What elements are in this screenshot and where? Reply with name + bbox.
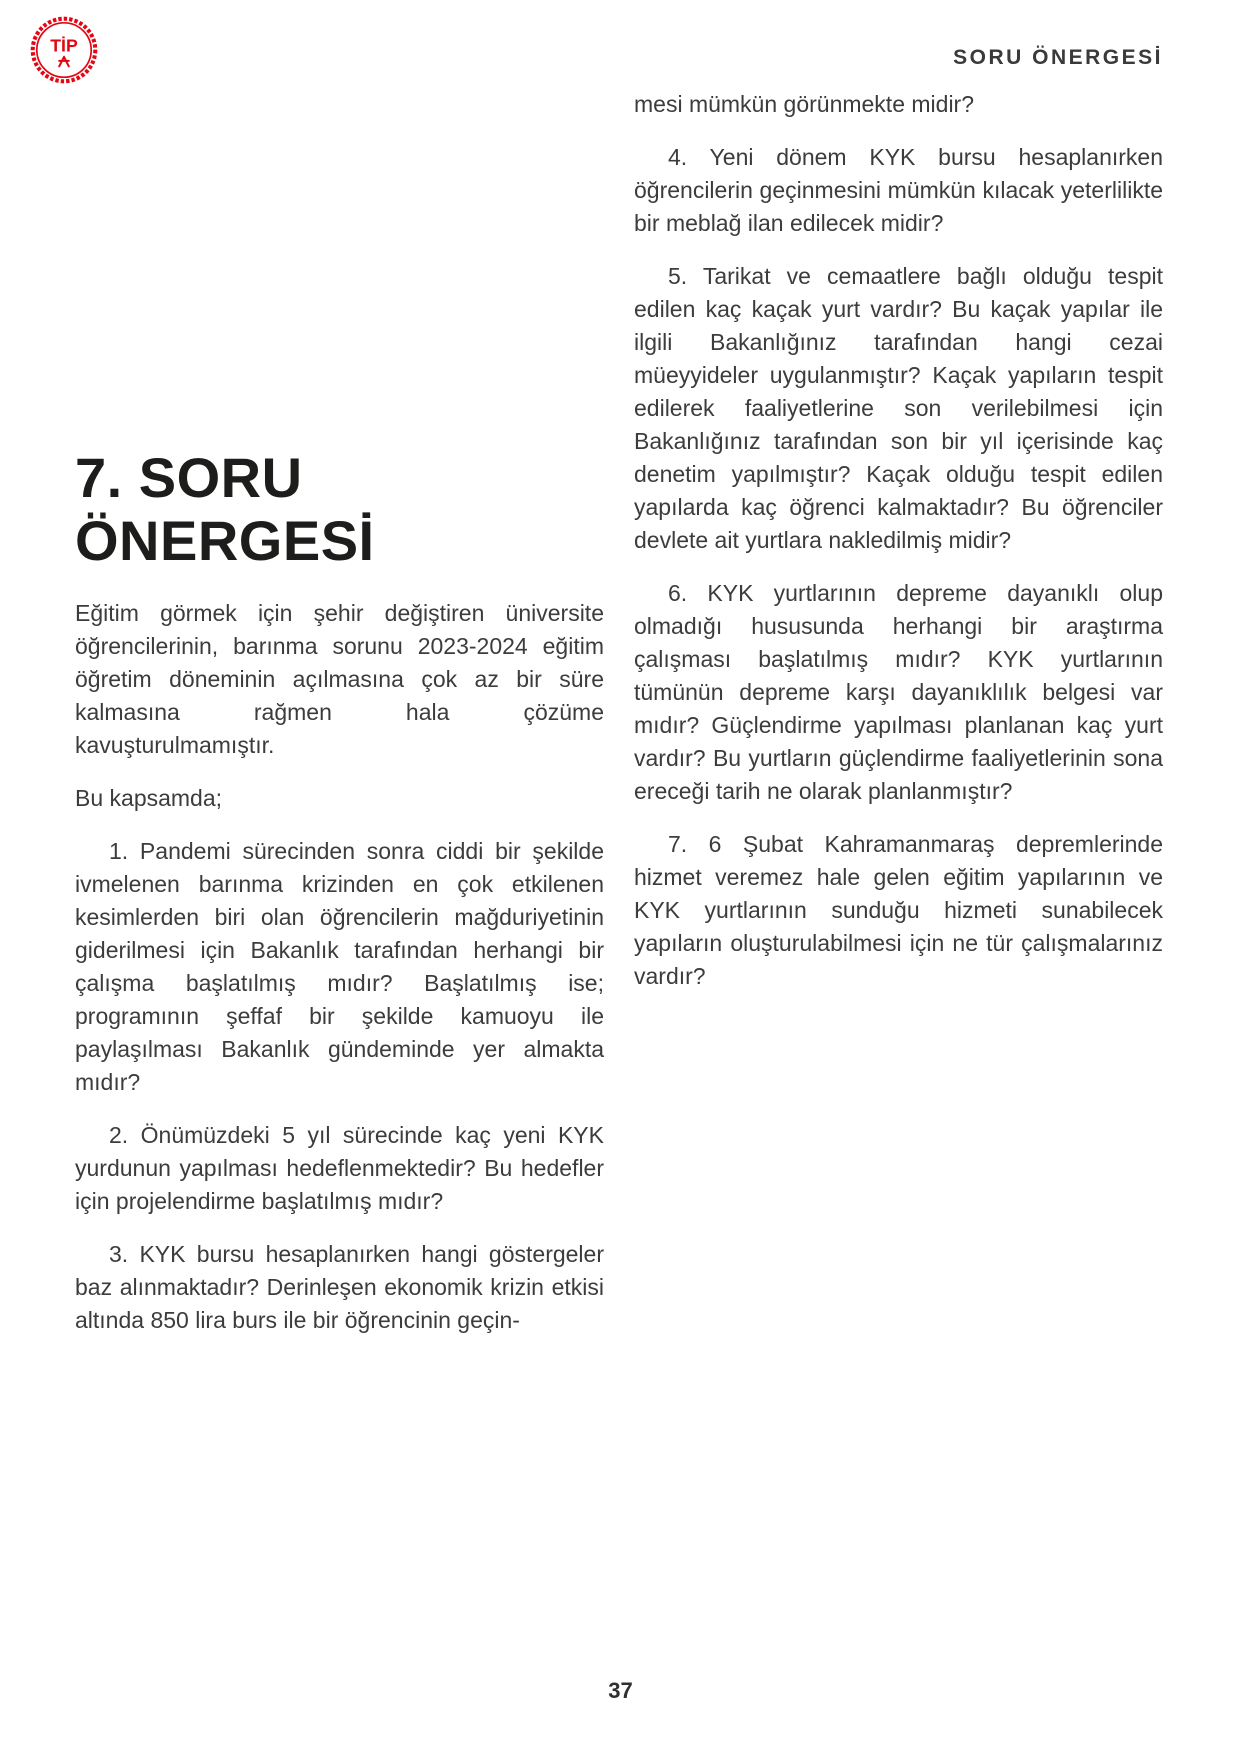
left-column-paragraphs (75, 597, 604, 1337)
logo-text: TİP (50, 35, 78, 56)
right-column-paragraphs (634, 88, 1163, 993)
two-column-body (75, 88, 1163, 1357)
page-number: 37 (608, 1678, 633, 1703)
tip-logo-emblem (30, 16, 98, 84)
paragraph: 7. 6 Şubat Kahramanmaraş depremlerinde hizmet veremez hale gelen eğitim yapılarının ve KYK yurtlarının sunduğu hizmeti sunabilecek yapıların oluşturulabilmesi için ne tür çalışmalarınız vardır? (634, 831, 1163, 989)
paragraph: mesi mümkün görünmekte midir? (634, 91, 975, 117)
paragraph: 5. Tarikat ve cemaatlere bağlı olduğu tespit edilen kaç kaçak yurt vardır? Bu kaçak yapılar ile ilgili Bakanlığınız tarafından hangi cezai müeyyideler uygulanmıştır? Kaçak yapıların tespit edilerek faaliyetlerine son verilebilmesi için Bakanlığınız tarafından son bir yıl içerisinde kaç denetim yapılmıştır? Kaçak olduğu tespit edilen yapılarda kaç öğrenci kalmaktadır? Bu öğrenciler devlete ait yurtlara nakledilmiş midir? (634, 263, 1163, 553)
paragraph: 4. Yeni dönem KYK bursu hesaplanırken öğrencilerin geçinmesini mümkün kılacak yeterlilikte bir meblağ ilan edilecek midir? (634, 144, 1163, 236)
paragraph: 2. Önümüzdeki 5 yıl sürecinde kaç yeni KYK yurdunun yapılması hedeflenmektedir? Bu hedefler için projelendirme başlatılmış mıdır? (75, 1121, 604, 1214)
tip-party-logo (30, 16, 98, 84)
paragraph: 3. KYK bursu hesaplanırken hangi göstergeler baz alınmaktadır? Derinleşen ekonomik krizin etkisi altında 850 lira burs ile bir öğrencinin geçin- (75, 1240, 604, 1333)
right-column (634, 88, 1163, 1357)
running-header: SORU ÖNERGESİ (953, 46, 1163, 69)
paragraph: Bu kapsamda; (75, 784, 223, 811)
paragraph: Eğitim görmek için şehir değiştiren üniversite öğrencilerinin, barınma sorunu 2023-2024 eğitim öğretim döneminin açılmasına çok az bir süre kalmasına rağmen hala çözüme kavuşturulmamıştır. (75, 599, 604, 758)
paragraph: 6. KYK yurtlarının depreme dayanıklı olup olmadığı hususunda herhangi bir araştırma çalışması başlatılmış mıdır? KYK yurtlarının tümünün depreme karşı dayanıklılık belgesi var mıdır? Güçlendirme yapılması planlanan kaç yurt vardır? Bu yurtların güçlendirme faaliyetlerinin sona ereceği tarih ne olarak planlanmıştır? (634, 580, 1163, 804)
paragraph: 1. Pandemi sürecinden sonra ciddi bir şekilde ivmelenen barınma krizinden en çok etkilenen kesimlerden biri olan öğrencilerin mağduriyetinin giderilmesi için Bakanlık tarafından herhangi bir çalışma başlatılmış mıdır? Başlatılmış ise; programının şeffaf bir şekilde kamuoyu ile paylaşılması Bakanlık gündeminde yer almakta mıdır? (75, 837, 604, 1095)
left-column (75, 88, 604, 1357)
article-title: 7. SORU ÖNERGESİ (75, 446, 375, 573)
